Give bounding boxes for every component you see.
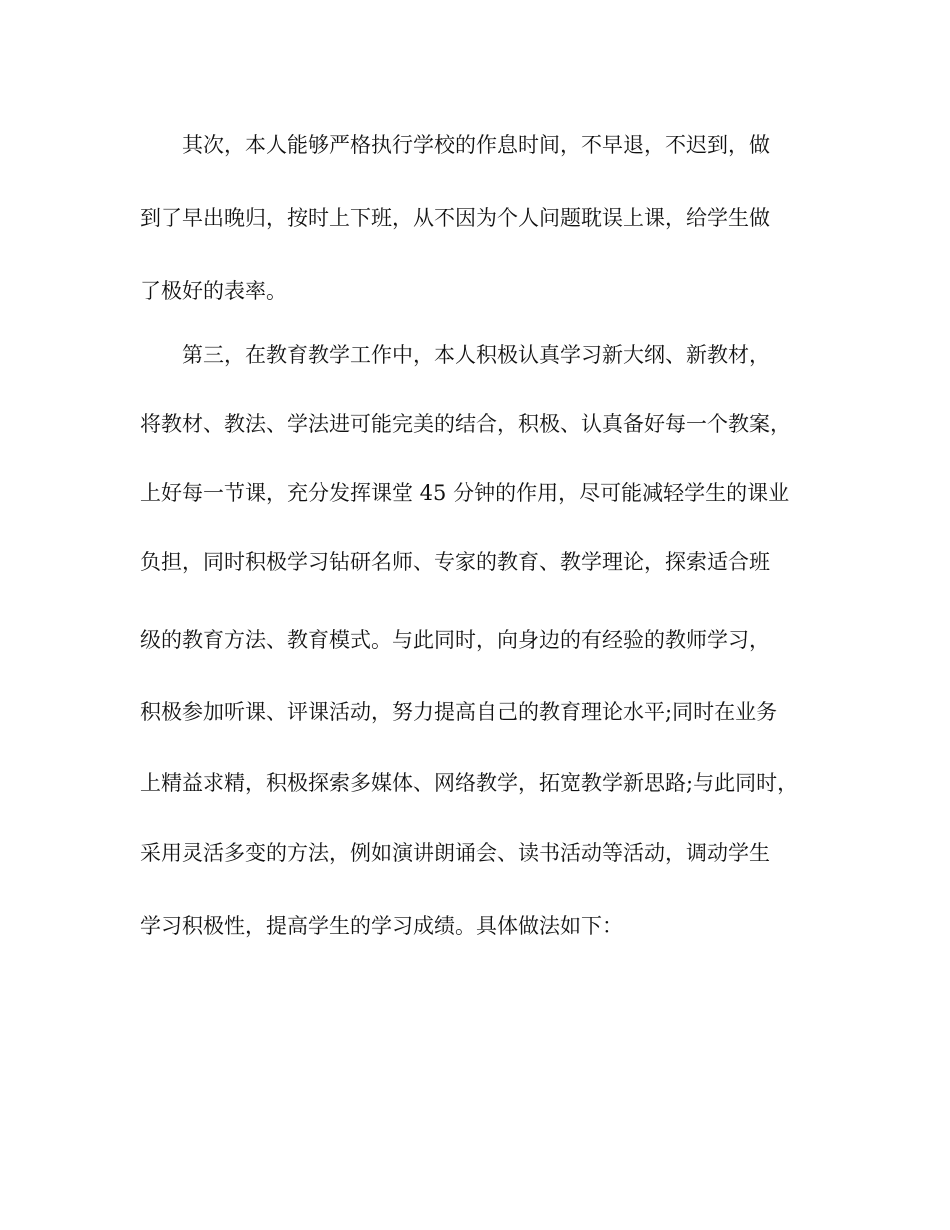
paragraph-2-line-1: 第三，在教育教学工作中，本人积极认真学习新大纲、新教材， xyxy=(182,343,770,367)
paragraph-1-line-2: 到了早出晚归，按时上下班，从不因为个人问题耽误上课，给学生做 xyxy=(140,206,770,230)
paragraph-1-line-3: 了极好的表率。 xyxy=(140,279,287,303)
paragraph-2-line-3: 上好每一节课，充分发挥课堂 45 分钟的作用，尽可能减轻学生的课业 xyxy=(140,481,790,505)
paragraph-2-line-8: 采用灵活多变的方法，例如演讲朗诵会、读书活动等活动，调动学生 xyxy=(140,841,770,865)
paragraph-2-line-7: 上精益求精，积极探索多媒体、网络教学，拓宽教学新思路;与此同时， xyxy=(140,771,799,795)
paragraph-2-line-2: 将教材、教法、学法进可能完美的结合，积极、认真备好每一个教案， xyxy=(140,412,791,436)
paragraph-2-line-9: 学习积极性，提高学生的学习成绩。具体做法如下： xyxy=(140,914,623,938)
paragraph-1-line-1: 其次，本人能够严格执行学校的作息时间，不早退，不迟到，做 xyxy=(182,133,770,157)
paragraph-2-line-5: 级的教育方法、教育模式。与此同时，向身边的有经验的教师学习， xyxy=(140,628,770,652)
paragraph-2-line-4: 负担，同时积极学习钻研名师、专家的教育、教学理论，探索适合班 xyxy=(140,550,770,574)
paragraph-2-line-6: 积极参加听课、评课活动，努力提高自己的教育理论水平;同时在业务 xyxy=(140,700,778,724)
